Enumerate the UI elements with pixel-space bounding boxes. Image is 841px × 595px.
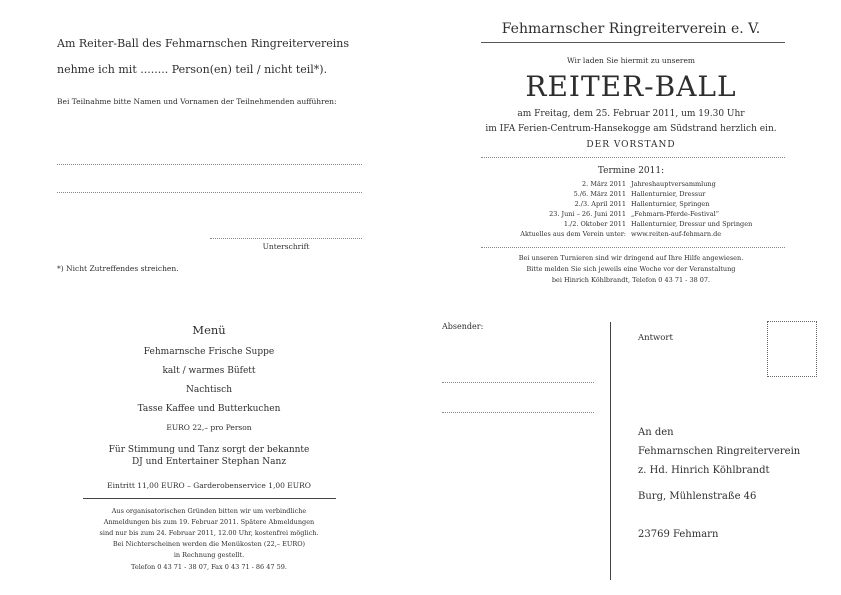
reply-line-1: Am Reiter-Ball des Fehmarnschen Ringreitervereins <box>57 37 350 50</box>
reply-instruction: Bei Teilnahme bitte Namen und Vornamen der Teilnehmenden aufführen: <box>57 97 337 106</box>
antwort-label: Antwort <box>638 333 673 343</box>
termine-heading: Termine 2011: <box>597 166 665 176</box>
name-line-2[interactable] <box>57 192 362 193</box>
fees-line: Eintritt 11,00 EURO – Garderobenservice 1,00 EURO <box>107 481 311 490</box>
invitation-divider <box>481 157 785 158</box>
termin-row-website <box>482 230 752 240</box>
signature-label: Unterschrift <box>262 242 310 251</box>
reply-line-2: nehme ich mit ........ Person(en) teil / nicht teil*). <box>57 63 328 76</box>
club-name: Fehmarnscher Ringreiterverein e. V. <box>501 21 761 37</box>
termin-date: 5./6. März 2011 <box>573 190 626 198</box>
termin-website-label: Aktuelles aus dem Verein unter: <box>520 230 626 238</box>
termin-row <box>482 220 752 230</box>
club-rule <box>481 42 785 43</box>
termin-date: 2./3. April 2011 <box>574 200 626 208</box>
menu-divider <box>83 498 336 499</box>
notice-line-2: Anmeldungen bis zum 19. Februar 2011. Spätere Abmeldungen <box>103 518 315 526</box>
termin-row <box>482 190 752 200</box>
sender-label: Absender: <box>442 322 484 331</box>
menu-heading: Menü <box>192 323 226 337</box>
termin-event: Hallenturnier, Dressur und Springen <box>631 220 753 228</box>
postcard-divider <box>610 322 611 580</box>
termin-row <box>482 180 752 190</box>
stamp-box <box>767 321 817 377</box>
help-line-2: Bitte melden Sie sich jeweils eine Woche vor der Veranstaltung <box>526 265 736 273</box>
menu-item: Fehmarnsche Frische Suppe <box>143 347 275 357</box>
termin-row <box>482 210 752 220</box>
menu-item: kalt / warmes Büfett <box>162 366 256 376</box>
termin-event: „Fehmarn-Pferde-Festival“ <box>631 210 719 218</box>
name-line-1[interactable] <box>57 164 362 165</box>
menu-item: Tasse Kaffee und Butterkuchen <box>137 404 281 414</box>
address-line-1: An den <box>638 427 674 438</box>
event-venue: im IFA Ferien-Centrum-Hansekogge am Südstrand herzlich ein. <box>485 124 777 134</box>
help-line-3: bei Hinrich Köhlbrandt, Telefon 0 43 71 - 38 07. <box>551 276 711 284</box>
event-title: REITER-BALL <box>525 70 737 103</box>
termin-date: 23. Juni – 26. Juni 2011 <box>549 210 626 218</box>
termin-event: Hallenturnier, Springen <box>631 200 710 208</box>
address-line-3: z. Hd. Hinrich Köhlbrandt <box>638 465 770 476</box>
website-link[interactable]: www.reiten-auf-fehmarn.de <box>631 230 722 238</box>
address-line-4: Burg, Mühlenstraße 46 <box>638 491 757 502</box>
termin-event: Hallenturnier, Dressur <box>631 190 706 198</box>
termine-divider <box>481 247 785 248</box>
notice-line-5: in Rechnung gestellt. <box>173 551 245 559</box>
help-line-1: Bei unseren Turnieren sind wir dringend auf Ihre Hilfe angewiesen. <box>518 254 744 262</box>
menu-item: Nachtisch <box>185 385 233 395</box>
event-date: am Freitag, dem 25. Februar 2011, um 19.30 Uhr <box>517 109 745 119</box>
termin-date: 1./2. Oktober 2011 <box>563 220 626 228</box>
sender-line-1[interactable] <box>442 382 594 383</box>
termin-row <box>482 200 752 210</box>
termin-date: 2. März 2011 <box>582 180 626 188</box>
notice-line-1: Aus organisatorischen Gründen bitten wir um verbindliche <box>111 507 307 515</box>
invitation-intro: Wir laden Sie hiermit zu unserem <box>566 56 696 65</box>
notice-line-3: sind nur bis zum 24. Februar 2011, 12.00 Uhr, kostenfrei möglich. <box>99 529 319 537</box>
address-line-2: Fehmarnschen Ringreiterverein <box>638 446 801 457</box>
termin-event: Jahreshauptversammlung <box>631 180 716 188</box>
notice-line-4: Bei Nichterscheinen werden die Menükosten (22,– EURO) <box>112 540 306 548</box>
music-line-2: DJ und Entertainer Stephan Nanz <box>131 457 287 467</box>
signed-board: DER VORSTAND <box>586 140 676 150</box>
address-line-5: 23769 Fehmarn <box>638 529 719 540</box>
menu-price: EURO 22,– pro Person <box>166 423 252 432</box>
music-line-1: Für Stimmung und Tanz sorgt der bekannte <box>108 445 310 455</box>
sender-line-2[interactable] <box>442 412 594 413</box>
termine-list <box>482 180 752 240</box>
signature-line[interactable] <box>210 238 362 239</box>
contact-line: Telefon 0 43 71 - 38 07, Fax 0 43 71 - 86 47 59. <box>131 563 287 571</box>
footnote: *) Nicht Zutreffendes streichen. <box>57 264 179 273</box>
